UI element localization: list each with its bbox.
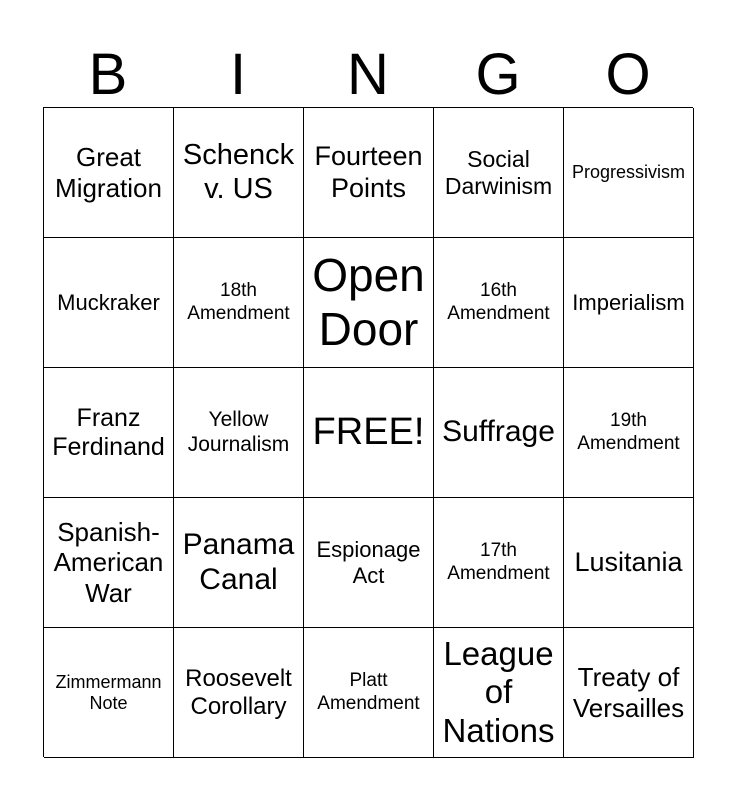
bingo-cell-label: Platt Amendment xyxy=(317,670,420,714)
bingo-cell-label: Great Migration xyxy=(55,142,162,203)
bingo-card-grid xyxy=(43,107,693,757)
bingo-cell-label: Franz Ferdinand xyxy=(52,403,165,461)
bingo-cell-label: Imperialism xyxy=(572,289,685,315)
bingo-cell[interactable] xyxy=(174,238,304,368)
bingo-cell-label: 18th Amendment xyxy=(187,280,290,324)
bingo-cell-label: Open Door xyxy=(312,249,425,355)
bingo-cell[interactable] xyxy=(434,498,564,628)
bingo-cell-label: Muckraker xyxy=(57,289,160,315)
bingo-cell[interactable] xyxy=(44,498,174,628)
bingo-cell-label: 16th Amendment xyxy=(447,280,550,324)
bingo-cell[interactable] xyxy=(564,498,694,628)
bingo-cell[interactable] xyxy=(304,368,434,498)
header-letter-i: I xyxy=(229,42,247,107)
header-letter-g: G xyxy=(475,42,521,107)
header-letter-n: N xyxy=(347,42,389,107)
bingo-cell[interactable] xyxy=(434,368,564,498)
bingo-cell[interactable] xyxy=(564,368,694,498)
bingo-cell[interactable] xyxy=(44,628,174,758)
bingo-cell-label: Progressivism xyxy=(571,162,686,183)
bingo-cell-label: Suffrage xyxy=(442,415,555,449)
bingo-cell-label: Social Darwinism xyxy=(444,145,553,199)
bingo-cell-label: Zimmermann Note xyxy=(55,671,162,713)
header-letter-o: O xyxy=(605,42,651,107)
bingo-cell[interactable] xyxy=(434,628,564,758)
bingo-cell[interactable] xyxy=(304,628,434,758)
bingo-cell[interactable] xyxy=(174,498,304,628)
header-letter-b: B xyxy=(88,42,128,107)
bingo-cell-label: 17th Amendment xyxy=(447,540,550,584)
bingo-cell-label: FREE! xyxy=(312,411,425,454)
bingo-cell-label: Treaty of Versailles xyxy=(572,662,685,723)
bingo-cell[interactable] xyxy=(44,238,174,368)
bingo-cell-label: Panama Canal xyxy=(182,527,295,596)
bingo-cell-label: Schenck v. US xyxy=(182,138,295,205)
bingo-cell[interactable] xyxy=(174,108,304,238)
bingo-cell-label: Spanish-American War xyxy=(53,517,164,608)
bingo-cell[interactable] xyxy=(434,108,564,238)
bingo-header xyxy=(43,42,693,106)
bingo-cell[interactable] xyxy=(304,108,434,238)
bingo-cell[interactable] xyxy=(564,108,694,238)
bingo-cell[interactable] xyxy=(44,108,174,238)
bingo-cell[interactable] xyxy=(564,628,694,758)
bingo-cell[interactable] xyxy=(434,238,564,368)
bingo-cell[interactable] xyxy=(564,238,694,368)
bingo-cell-label: Lusitania xyxy=(574,546,683,577)
bingo-cell-label: Yellow Journalism xyxy=(187,408,290,456)
bingo-cell[interactable] xyxy=(174,628,304,758)
bingo-cell[interactable] xyxy=(304,238,434,368)
bingo-cell[interactable] xyxy=(304,498,434,628)
bingo-cell-label: Fourteen Points xyxy=(314,141,423,203)
bingo-cell-label: Espionage Act xyxy=(316,536,421,588)
bingo-cell-label: 19th Amendment xyxy=(577,410,680,454)
bingo-cell[interactable] xyxy=(44,368,174,498)
bingo-cell-label: Roosevelt Corollary xyxy=(185,664,292,720)
bingo-cell-label: League of Nations xyxy=(442,635,555,749)
bingo-cell[interactable] xyxy=(174,368,304,498)
